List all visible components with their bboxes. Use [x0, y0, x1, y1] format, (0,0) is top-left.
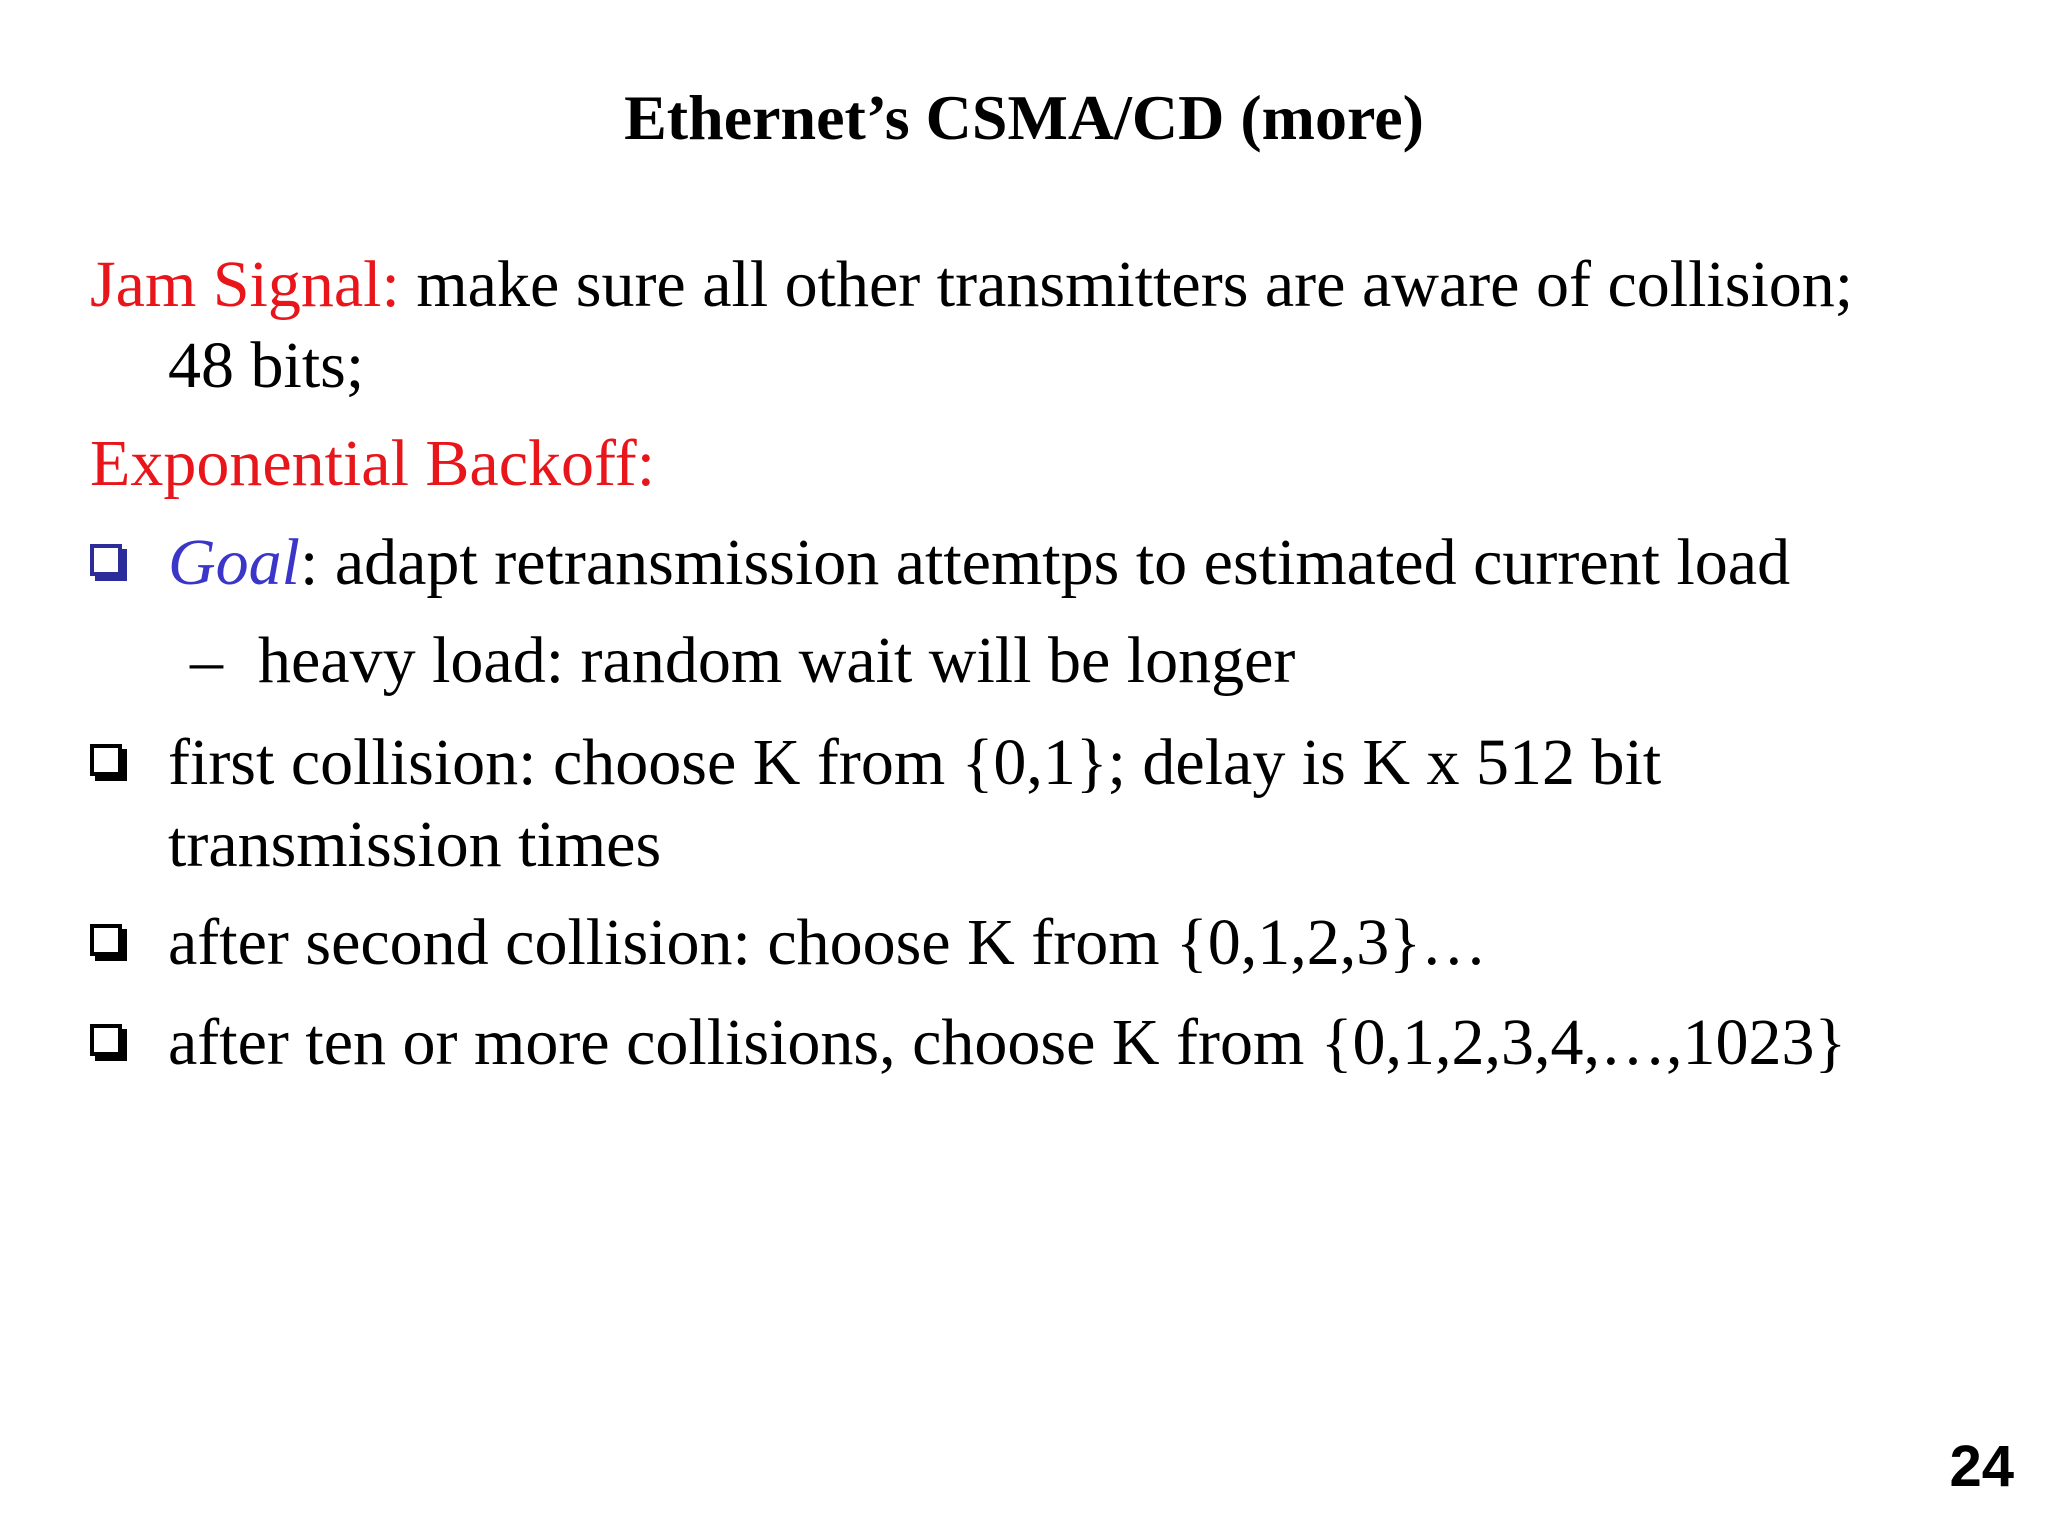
- checkbox-bullet-icon: [90, 1024, 122, 1056]
- first-collision-line-2: transmission times: [168, 808, 662, 881]
- heavy-load-text: heavy load: random wait will be longer: [258, 624, 1296, 697]
- goal-label: Goal: [168, 526, 300, 599]
- ten-collisions-text: after ten or more collisions, choose K from {0,1,2,3,4,…,1023}: [168, 1006, 1847, 1079]
- jam-signal-continuation: 48 bits;: [168, 329, 365, 402]
- jam-signal-text: make sure all other transmitters are aware of collision;: [399, 248, 1854, 321]
- jam-signal-line: [90, 244, 1853, 326]
- second-collision-bullet: [90, 902, 1990, 984]
- dash-bullet-icon: –: [190, 624, 223, 697]
- first-collision-bullet: [90, 722, 1990, 886]
- checkbox-bullet-icon: [90, 924, 122, 956]
- slide-title: Ethernet’s CSMA/CD (more): [624, 82, 1424, 153]
- checkbox-bullet-icon: [90, 744, 122, 776]
- checkbox-bullet-icon: [90, 544, 122, 576]
- goal-bullet: [90, 522, 1990, 604]
- page-number: 24: [1949, 1434, 2014, 1499]
- jam-signal-label: Jam Signal:: [90, 248, 400, 321]
- second-collision-text: after second collision: choose K from {0,1,2,3}…: [168, 906, 1487, 979]
- exponential-backoff-label: Exponential Backoff:: [90, 427, 656, 500]
- heavy-load-sub-bullet: [190, 620, 1295, 702]
- ten-collisions-bullet: [90, 1002, 1990, 1084]
- first-collision-line-1: first collision: choose K from {0,1}; delay is K x 512 bit: [168, 726, 1662, 799]
- goal-text: : adapt retransmission attemtps to estimated current load: [300, 526, 1791, 599]
